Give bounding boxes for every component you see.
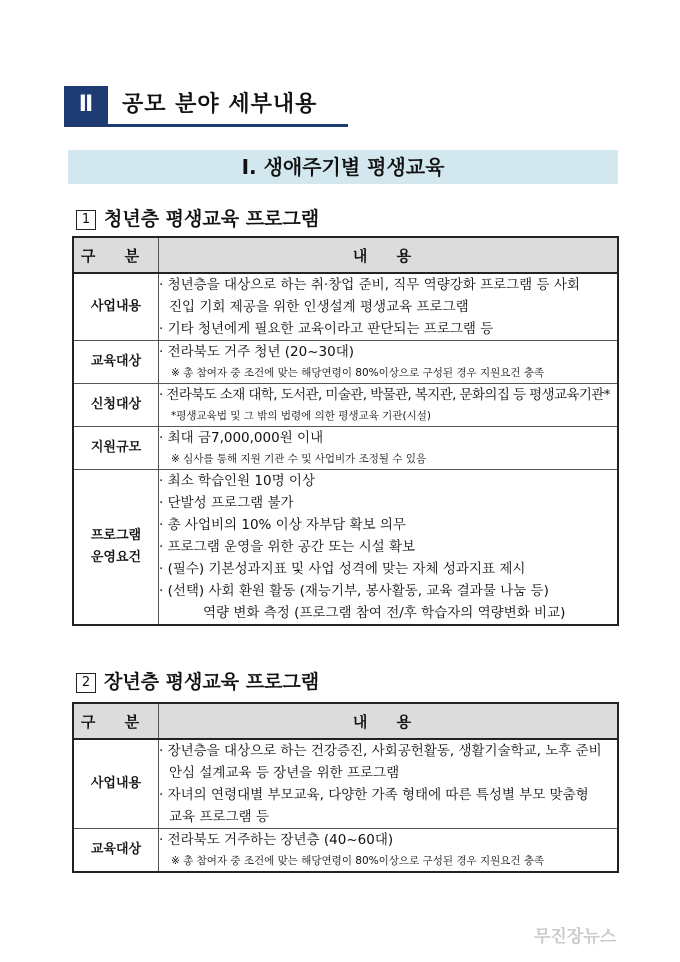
content-line: 진입 기회 제공을 위한 인생설계 평생교육 프로그램: [169, 299, 469, 315]
content-line: · 프로그램 운영을 위한 공간 또는 시설 확보: [159, 539, 416, 555]
content-line: · 최소 학습인원 10명 이상: [159, 473, 316, 489]
table-row: [73, 427, 618, 470]
content-line: 안심 설계교육 등 장년을 위한 프로그램: [169, 765, 400, 781]
content-note: ※ 총 참여자 중 조건에 맞는 해당연령이 80%이상으로 구성된 경우 지원요건 충족: [171, 367, 545, 379]
table-header-row: [73, 703, 618, 739]
content-line: · 총 사업비의 10% 이상 자부담 확보 의무: [159, 517, 406, 533]
content-note: ※ 심사를 통해 지원 기관 수 및 사업비가 조정될 수 있음: [171, 453, 427, 465]
content-line: · 장년층을 대상으로 하는 건강증진, 사회공헌활동, 생활기술학교, 노후 준비: [159, 743, 602, 759]
row-label: 프로그램 운영요건: [73, 470, 159, 626]
program-2-title: [76, 667, 319, 694]
row-content: [159, 829, 619, 873]
content-line: · 자녀의 연령대별 부모교육, 다양한 가족 형태에 따른 특성별 부모 맞춤형: [159, 787, 589, 803]
table-row: [73, 470, 618, 626]
row-content: [159, 273, 619, 341]
content-line: · 최대 금7,000,000원 이내: [159, 430, 324, 446]
row-content: [159, 341, 619, 384]
header-content: 내 용: [159, 703, 619, 739]
header-category: 구 분: [73, 237, 159, 273]
chapter-underline: [64, 124, 348, 127]
chapter-title: 공모 분야 세부내용: [122, 92, 318, 117]
content-line: · (선택) 사회 환원 활동 (재능기부, 봉사활동, 교육 결과물 나눔 등): [159, 583, 549, 599]
row-label: 사업내용: [73, 739, 159, 829]
content-line: · (필수) 기본성과지표 및 사업 성격에 맞는 자체 성과지표 제시: [159, 561, 526, 577]
row-label: 사업내용: [73, 273, 159, 341]
program-2-title-text: 장년층 평생교육 프로그램: [104, 671, 320, 693]
table-row: [73, 384, 618, 427]
watermark-logo: 무진장뉴스: [534, 927, 617, 947]
row-content: [159, 384, 619, 427]
content-note: *평생교육법 및 그 밖의 법령에 의한 평생교육 기관(시설): [171, 410, 431, 422]
chapter-number: Ⅱ: [64, 86, 108, 124]
chapter-heading: [64, 86, 348, 126]
header-content: 내 용: [159, 237, 619, 273]
program-1-number: 1: [76, 210, 96, 230]
row-label: 교육대상: [73, 341, 159, 384]
table-row: [73, 273, 618, 341]
program-1-title: [76, 204, 319, 231]
program-1-table: [72, 236, 619, 626]
table-header-row: [73, 237, 618, 273]
content-line: · 청년층을 대상으로 하는 취·창업 준비, 직무 역량강화 프로그램 등 사회: [159, 277, 580, 293]
content-line: · 전라북도 소재 대학, 도서관, 미술관, 박물관, 복지관, 문화의집 등 평생교육기관*: [159, 387, 610, 403]
table-row: [73, 829, 618, 873]
row-label: 교육대상: [73, 829, 159, 873]
row-content: [159, 739, 619, 829]
row-label: 신청대상: [73, 384, 159, 427]
program-2-table: [72, 702, 619, 873]
row-content: [159, 427, 619, 470]
table-row: [73, 341, 618, 384]
program-2-number: 2: [76, 673, 96, 693]
row-content: [159, 470, 619, 626]
content-line: 역량 변화 측정 (프로그램 참여 전/후 학습자의 역량변화 비교): [203, 605, 566, 621]
content-line: · 전라북도 거주하는 장년층 (40~60대): [159, 832, 394, 848]
row-label: 지원규모: [73, 427, 159, 470]
section-title: Ⅰ. 생애주기별 평생교육: [68, 150, 618, 184]
table-row: [73, 739, 618, 829]
content-line: 교육 프로그램 등: [169, 809, 269, 825]
content-note: ※ 총 참여자 중 조건에 맞는 해당연령이 80%이상으로 구성된 경우 지원요건 충족: [171, 855, 545, 867]
program-1-title-text: 청년층 평생교육 프로그램: [104, 208, 320, 230]
content-line: · 단발성 프로그램 불가: [159, 495, 294, 511]
content-line: · 기타 청년에게 필요한 교육이라고 판단되는 프로그램 등: [159, 321, 494, 337]
header-category: 구 분: [73, 703, 159, 739]
content-line: · 전라북도 거주 청년 (20~30대): [159, 344, 355, 360]
